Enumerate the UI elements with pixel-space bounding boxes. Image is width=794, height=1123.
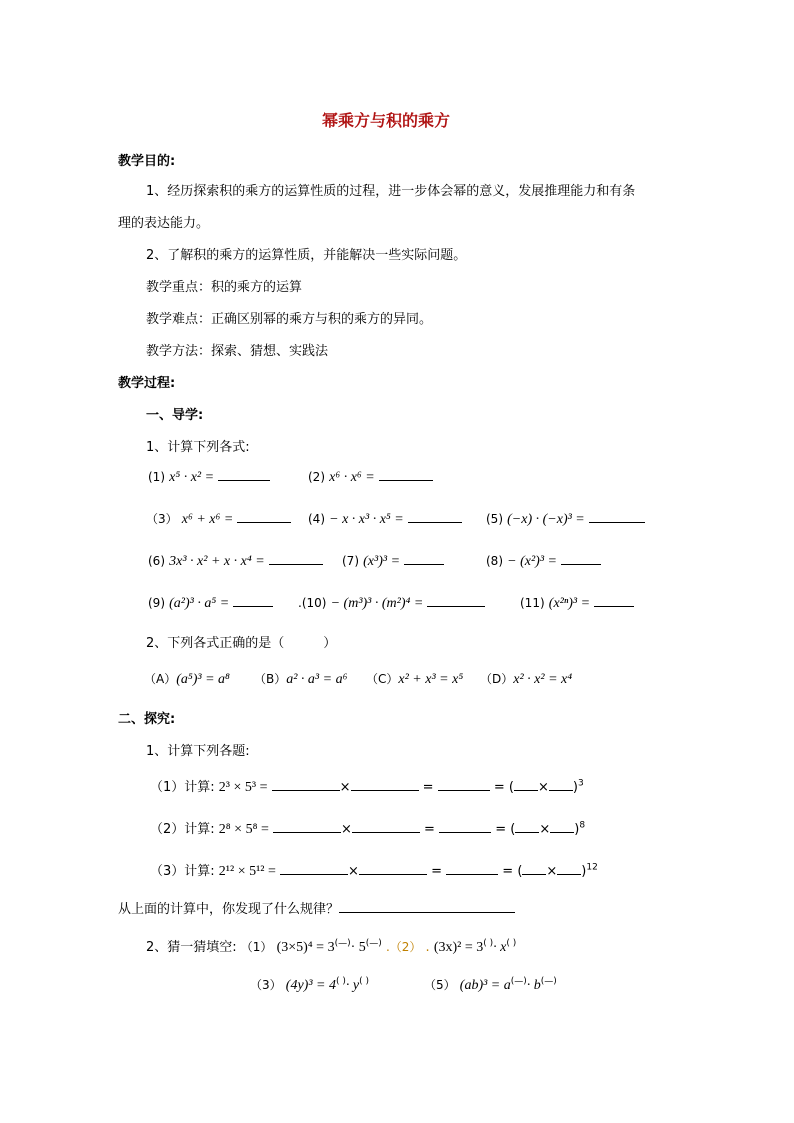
exercise-expression: 3x³ · x² + x · x⁴ = (169, 554, 265, 569)
guess-label: （3） (250, 978, 282, 992)
answer-blank[interactable] (408, 510, 462, 523)
exercise-label: (9) (148, 596, 165, 610)
answer-blank[interactable] (514, 778, 538, 791)
left-paren: ( (517, 864, 523, 879)
exercise-6 (148, 552, 323, 570)
answer-blank[interactable] (218, 468, 270, 481)
exercise-10 (298, 594, 485, 612)
choice-a[interactable] (144, 670, 230, 688)
section-2-heading: 二、探究: (118, 712, 176, 727)
exercise-expression: (a²)³ · a⁵ = (169, 596, 230, 611)
answer-blank[interactable] (438, 778, 490, 791)
exercise-3 (146, 510, 291, 528)
answer-blank[interactable] (280, 862, 348, 875)
section-2-question-2: 2、猜一猜填空: (146, 940, 237, 955)
goal-1-line-1: 1、经历探索积的乘方的运算性质的过程，进一步体会幂的意义，发展推理能力和有条 (146, 184, 636, 199)
exponent-blank[interactable]: (—) (540, 976, 557, 987)
answer-blank[interactable] (352, 820, 420, 833)
exponent-blank[interactable]: (—) (334, 938, 351, 949)
times-sign: × (339, 780, 351, 795)
guess-expression: (ab)³ = a (459, 978, 511, 993)
answer-blank[interactable] (272, 778, 340, 791)
times-sign: × (546, 864, 558, 879)
exercise-expression: − (m³)³ · (m²)⁴ = (330, 596, 424, 611)
section-1-heading: 一、导学: (146, 408, 204, 423)
guess-expression: · y (345, 978, 360, 993)
calc-expression: 2⁸ × 5⁸ = (218, 822, 269, 837)
calc-label: （2）计算: (150, 822, 215, 837)
answer-blank[interactable] (549, 778, 573, 791)
calc-label: （3）计算: (150, 864, 215, 879)
teaching-method: 教学方法：探索、猜想、实践法 (146, 344, 329, 359)
calc-row-3 (150, 860, 598, 880)
exercise-label: .(10) (298, 596, 327, 610)
calc-row-2 (150, 818, 585, 838)
answer-blank[interactable] (359, 862, 427, 875)
times-sign: × (539, 822, 551, 837)
exercise-8 (486, 552, 601, 570)
exercise-label: (11) (520, 596, 545, 610)
exercise-label: (8) (486, 554, 503, 568)
choice-label: （C） (366, 672, 399, 686)
guess-expression: (3×5)⁴ = 3 (276, 940, 335, 955)
choice-expression: a² · a³ = a⁶ (286, 672, 348, 687)
answer-blank[interactable] (446, 862, 498, 875)
exercise-label: (6) (148, 554, 165, 568)
right-paren: ) (574, 822, 580, 837)
equals-sign: = (424, 822, 435, 837)
choice-label: （B） (254, 672, 287, 686)
power: 8 (579, 820, 586, 831)
goal-1-line-2: 理的表达能力。 (118, 216, 210, 231)
exercise-2 (308, 468, 433, 486)
choice-expression: (a⁵)³ = a⁸ (176, 672, 230, 687)
answer-blank[interactable] (404, 552, 444, 565)
power: 12 (586, 862, 598, 873)
calc-label: （1）计算: (150, 780, 215, 795)
choice-expression: x² + x³ = x⁵ (398, 672, 464, 687)
guess-row-2 (250, 976, 369, 994)
answer-blank[interactable] (269, 552, 323, 565)
answer-blank[interactable] (427, 594, 485, 607)
section-1-question-1: 1、计算下列各式: (146, 440, 250, 455)
equals-sign: = (431, 864, 442, 879)
right-paren: ) (572, 780, 578, 795)
left-paren: ( (510, 822, 516, 837)
exercise-9 (148, 594, 273, 612)
answer-blank[interactable] (594, 594, 634, 607)
exercise-1 (148, 468, 270, 486)
answer-blank[interactable] (550, 820, 574, 833)
goal-2: 2、了解积的乘方的运算性质，并能解决一些实际问题。 (146, 248, 467, 263)
choice-label: （D） (480, 672, 514, 686)
exercise-expression: − x · x³ · x⁵ = (329, 512, 404, 527)
guess-expression: · 5 (350, 940, 366, 955)
process-heading: 教学过程: (118, 376, 176, 391)
exercise-expression: (x²ⁿ)³ = (548, 596, 591, 611)
exercise-5 (486, 510, 645, 528)
section-1-question-2: 2、下列各式正确的是（ ） (146, 636, 337, 651)
exercise-expression: (x³)³ = (363, 554, 401, 569)
guess-expression: (3x)² = 3 (433, 940, 484, 955)
difficulty-point: 教学难点：正确区别幂的乘方与积的乘方的异同。 (146, 312, 433, 327)
choice-c[interactable] (366, 670, 463, 688)
page-title: 幂乘方与积的乘方 (322, 111, 451, 130)
times-sign: × (341, 822, 352, 837)
choice-expression: x² · x² = x⁴ (513, 672, 573, 687)
times-sign: × (537, 780, 549, 795)
exercise-expression: x⁶ + x⁶ = (181, 512, 234, 527)
section-2-question-1: 1、计算下列各题: (146, 744, 250, 759)
equals-sign: = (493, 780, 505, 795)
guess-label: .（2） (385, 940, 422, 954)
answer-blank[interactable] (561, 552, 601, 565)
answer-blank[interactable] (273, 820, 341, 833)
answer-blank[interactable] (339, 900, 515, 913)
key-point: 教学重点：积的乘方的运算 (146, 280, 303, 295)
exponent-blank[interactable]: (—) (365, 938, 382, 949)
choice-b[interactable] (254, 670, 347, 688)
exponent-blank[interactable]: ( ) (506, 938, 517, 949)
answer-blank[interactable] (379, 468, 433, 481)
rule-question (118, 898, 515, 917)
exercise-expression: − (x²)³ = (507, 554, 557, 569)
answer-blank[interactable] (439, 820, 491, 833)
power: 3 (577, 778, 584, 789)
answer-blank[interactable] (233, 594, 273, 607)
exercise-label: (7) (342, 554, 359, 568)
exercise-expression: x⁶ · x⁶ = (329, 470, 375, 485)
goals-heading: 教学目的: (118, 154, 176, 169)
exercise-label: （3） (146, 512, 178, 526)
exercise-4 (308, 510, 462, 528)
orange-dot: . (425, 940, 430, 955)
exponent-blank[interactable]: ( ) (359, 976, 369, 987)
choice-label: （A） (144, 672, 177, 686)
guess-label: （5） (424, 978, 456, 992)
exercise-7 (342, 552, 444, 570)
equals-sign: = (495, 822, 507, 837)
exercise-label: (5) (486, 512, 503, 526)
exercise-expression: (−x) · (−x)³ = (507, 512, 585, 527)
choice-d[interactable] (480, 670, 572, 688)
guess-row-2b (424, 976, 557, 994)
exponent-blank[interactable]: ( ) (483, 938, 494, 949)
exercise-11 (520, 594, 634, 612)
guess-expression: · x (493, 940, 507, 955)
exercise-expression: x⁵ · x² = (169, 470, 215, 485)
calc-row-1 (150, 776, 584, 796)
exercise-label: (1) (148, 470, 165, 484)
answer-blank[interactable] (557, 862, 581, 875)
exercise-label: (2) (308, 470, 325, 484)
guess-row-1 (146, 936, 516, 956)
answer-blank[interactable] (515, 820, 539, 833)
equals-sign: = (422, 780, 434, 795)
exponent-blank[interactable]: (—) (510, 976, 527, 987)
right-paren: ) (581, 864, 587, 879)
answer-blank[interactable] (589, 510, 645, 523)
times-sign: × (348, 864, 359, 879)
answer-blank[interactable] (237, 510, 291, 523)
guess-expression: · b (526, 978, 541, 993)
exponent-blank[interactable]: ( ) (335, 976, 346, 987)
guess-label: （1） (240, 940, 273, 954)
rule-question-text: 从上面的计算中，你发现了什么规律？ (118, 902, 340, 917)
answer-blank[interactable] (351, 778, 419, 791)
exercise-label: (4) (308, 512, 325, 526)
answer-blank[interactable] (522, 862, 546, 875)
left-paren: ( (508, 780, 514, 795)
guess-expression: (4y)³ = 4 (285, 978, 336, 993)
equals-sign: = (502, 864, 514, 879)
calc-expression: 2¹² × 5¹² = (218, 864, 276, 879)
calc-expression: 2³ × 5³ = (218, 780, 268, 795)
